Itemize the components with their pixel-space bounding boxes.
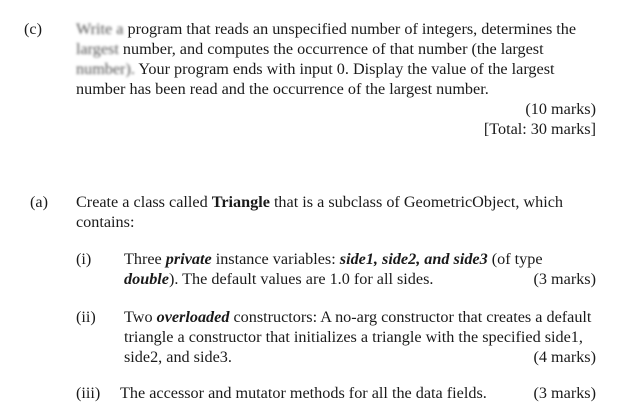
question-a-intro-line-1: [76, 193, 596, 212]
question-c-text: Your program ends with input 0. Display the value of the largest: [134, 60, 555, 78]
subitem-ii-marks: (4 marks): [533, 348, 596, 366]
subitem-ii-text: constructors: A no-arg constructor that creates a default: [229, 308, 592, 326]
subitem-number-iii: (iii): [76, 384, 101, 402]
question-a-text: that is a subclass of GeometricObject, which: [269, 193, 563, 211]
question-c-blurred-text: number).: [76, 60, 135, 78]
subitem-i-text: (of type: [487, 250, 543, 268]
keyword-double: double: [124, 270, 169, 288]
question-c-line-4: number has been read and the occurrence of the largest number.: [76, 80, 489, 98]
question-c-line-2: [76, 40, 596, 59]
subitem-i-text: instance variables:: [211, 250, 340, 268]
question-c-blurred-text: Write a: [76, 20, 128, 38]
question-c-text: number, and computes the occurrence of that number (the largest: [122, 40, 544, 58]
question-c-marks: (10 marks): [525, 100, 596, 118]
subitem-i-marks: (3 marks): [533, 270, 596, 288]
question-a-text: Create a class called: [76, 193, 212, 211]
subitem-number-i: (i): [76, 250, 92, 268]
subitem-number-ii: (ii): [76, 308, 96, 326]
subitem-iii-text: The accessor and mutator methods for all the data fields.: [120, 384, 487, 402]
subitem-ii-line-1: [124, 308, 596, 327]
total-marks: [Total: 30 marks]: [483, 120, 596, 138]
subitem-i-text: Three: [124, 250, 166, 268]
subitem-i-line-1: [124, 250, 596, 269]
subitem-ii-text: Two: [124, 308, 157, 326]
subitem-ii-line-3: side2, and side3.: [124, 348, 232, 366]
subitem-iii-marks: (3 marks): [533, 384, 596, 402]
subitem-i-text: ). The default values are 1.0 for all sides.: [168, 270, 434, 288]
keyword-overloaded: overloaded: [156, 308, 230, 326]
question-label-c: (c): [24, 20, 42, 38]
subitem-ii-line-2: triangle a constructor that initializes a triangle with the specified side1,: [124, 328, 583, 346]
subitem-i-line-2: [124, 270, 484, 289]
class-name-triangle: Triangle: [211, 193, 270, 211]
variable-names: side1, side2, and side3: [339, 250, 488, 268]
question-a-intro-line-2: contains:: [76, 213, 135, 231]
question-c-text: program that reads an unspecified number of integers, determines the: [127, 20, 577, 38]
question-c-line-1: [76, 20, 596, 39]
question-label-a: (a): [30, 193, 48, 211]
question-c-blurred-text: largest: [76, 40, 123, 58]
keyword-private: private: [165, 250, 212, 268]
question-c-line-3: [76, 60, 596, 79]
